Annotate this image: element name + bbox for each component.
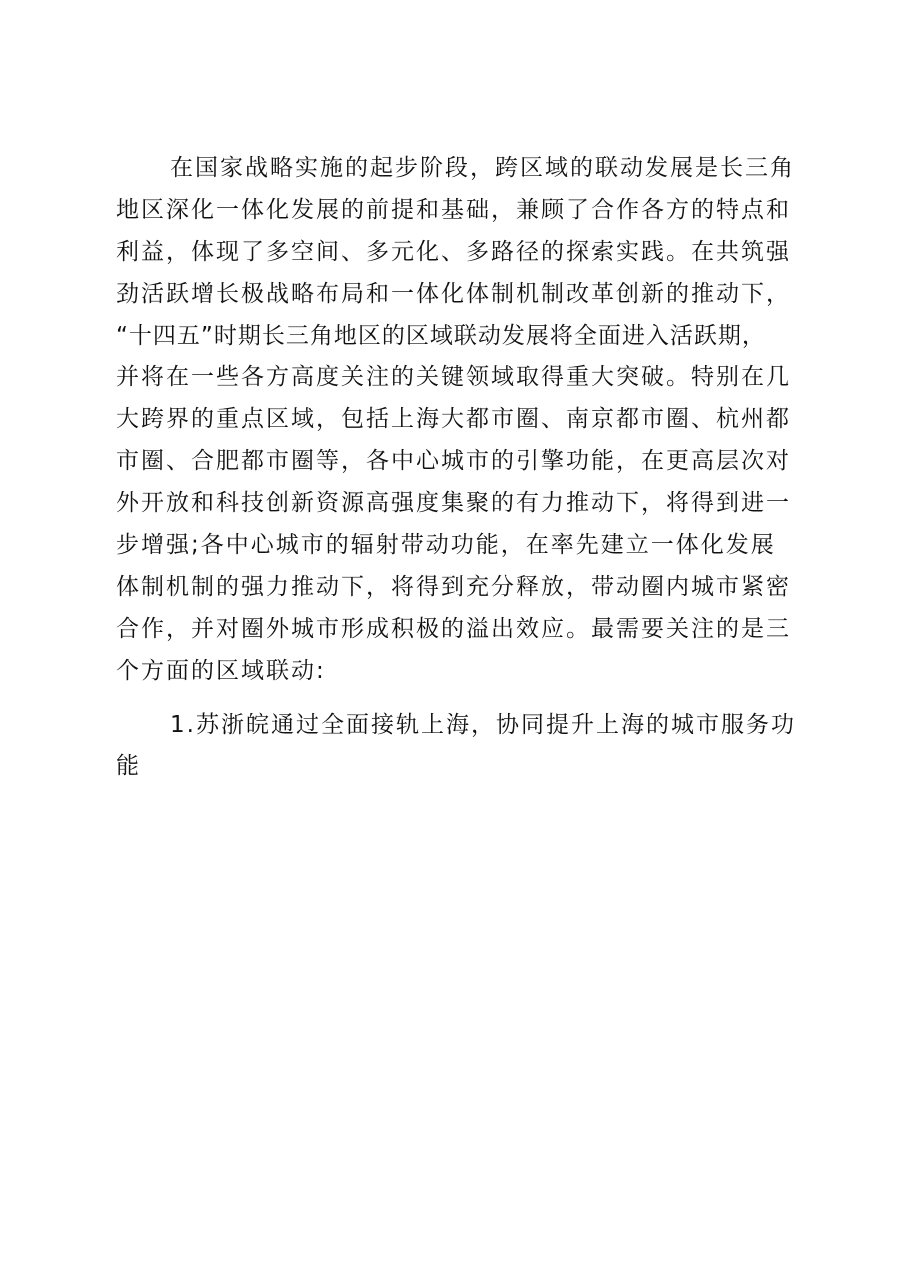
text-line: 利益，体现了多空间、多元化、多路径的探索实践。在共筑强: [116, 238, 791, 265]
text-line: 在国家战略实施的起步阶段，跨区域的联动发展是长三角: [170, 155, 795, 181]
text-line: 步增强;各中心城市的辐射带动功能，在率先建立一体化发展: [116, 532, 776, 559]
text-line: 体制机制的强力推动下，将得到充分释放，带动圈内城市紧密: [116, 573, 791, 600]
paragraph-intro: [116, 148, 806, 693]
text-line: 1.苏浙皖通过全面接轨上海，协同提升上海的城市服务功: [170, 711, 796, 738]
text-line: 能: [116, 753, 141, 780]
text-line: 劲活跃增长极战略布局和一体化体制机制改革创新的推动下，: [116, 280, 791, 307]
text-line: 市圈、合肥都市圈等，各中心城市的引擎功能，在更高层次对: [116, 448, 791, 475]
list-item-1: [116, 705, 806, 789]
document-body: [116, 148, 806, 788]
text-line: 合作，并对圈外城市形成积极的溢出效应。最需要关注的是三: [116, 615, 791, 642]
text-line: “十四五”时期长三角地区的区域联动发展将全面进入活跃期，: [116, 322, 766, 349]
text-line: 外开放和科技创新资源高强度集聚的有力推动下，将得到进一: [116, 490, 791, 517]
text-line: 地区深化一体化发展的前提和基础，兼顾了合作各方的特点和: [116, 196, 791, 223]
text-line: 大跨界的重点区域，包括上海大都市圈、南京都市圈、杭州都: [116, 406, 791, 433]
text-line: 个方面的区域联动:: [116, 657, 326, 684]
text-line: 并将在一些各方高度关注的关键领域取得重大突破。特别在几: [116, 364, 791, 391]
